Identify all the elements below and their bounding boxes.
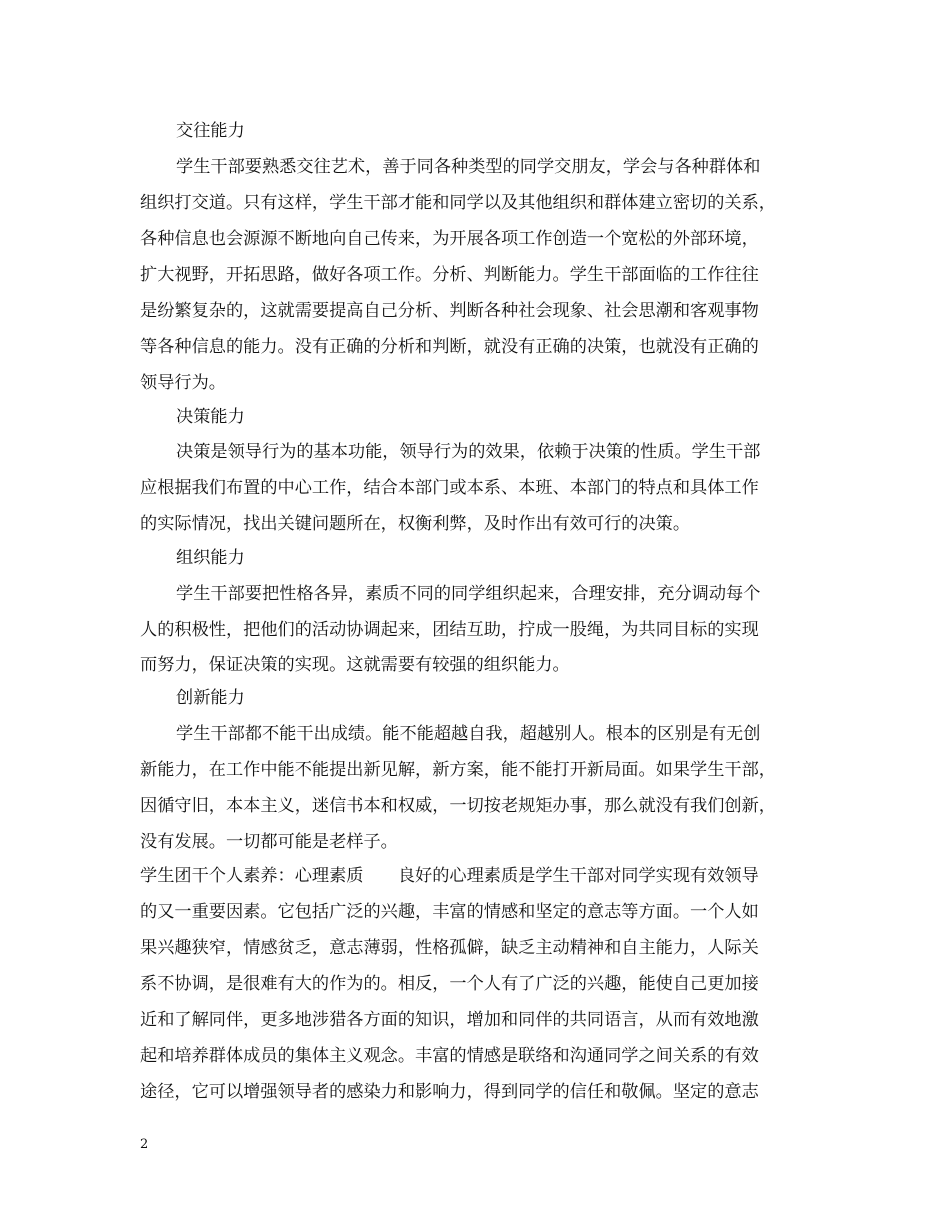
paragraph-line: 决策是领导行为的基本功能，领导行为的效果，依赖于决策的性质。学生干部 xyxy=(176,442,761,462)
heading-decision: 决策能力 xyxy=(176,407,245,427)
paragraph-line: 近和了解同伴，更多地涉猎各方面的知识，增加和同伴的共同语言，从而有效地激 xyxy=(140,1010,759,1030)
paragraph-line: 组织打交道。只有这样，学生干部才能和同学以及其他组织和群体建立密切的关系， xyxy=(140,193,776,213)
paragraph-line: 果兴趣狭窄，情感贫乏，意志薄弱，性格孤僻，缺乏主动精神和自主能力，人际关 xyxy=(140,938,759,958)
heading-communication: 交往能力 xyxy=(176,121,245,141)
paragraph-line: 系不协调，是很难有大的作为的。相反，一个人有了广泛的兴趣，能使自己更加接 xyxy=(140,974,759,994)
page-number: 2 xyxy=(140,1137,149,1152)
paragraph-line: 新能力，在工作中能不能提出新见解，新方案，能不能打开新局面。如果学生干部， xyxy=(140,760,776,780)
heading-organization: 组织能力 xyxy=(176,548,245,568)
paragraph-line: 的实际情况，找出关键问题所在，权衡利弊，及时作出有效可行的决策。 xyxy=(140,514,691,534)
paragraph-line: 起和培养群体成员的集体主义观念。丰富的情感是联络和沟通同学之间关系的有效 xyxy=(140,1046,759,1066)
paragraph-line: 途径，它可以增强领导者的感染力和影响力，得到同学的信任和敬佩。坚定的意志 xyxy=(140,1082,759,1102)
paragraph-line: 人的积极性，把他们的活动协调起来，团结互助，拧成一股绳，为共同目标的实现 xyxy=(140,620,759,640)
paragraph-line: 没有发展。一切都可能是老样子。 xyxy=(140,832,398,852)
paragraph-line: 因循守旧，本本主义，迷信书本和权威，一切按老规矩办事，那么就没有我们创新， xyxy=(140,796,776,816)
paragraph-line: 等各种信息的能力。没有正确的分析和判断，就没有正确的决策，也就没有正确的 xyxy=(140,337,759,357)
paragraph-line: 是纷繁复杂的，这就需要提高自己分析、判断各种社会现象、社会思潮和客观事物 xyxy=(140,301,759,321)
paragraph-line: 而努力，保证决策的实现。这就需要有较强的组织能力。 xyxy=(140,655,570,675)
paragraph-line: 各种信息也会源源不断地向自己传来，为开展各项工作创造一个宽松的外部环境， xyxy=(140,229,759,249)
paragraph-line: 的又一重要因素。它包括广泛的兴趣，丰富的情感和坚定的意志等方面。一个人如 xyxy=(140,902,759,922)
paragraph-line: 学生干部要把性格各异，素质不同的同学组织起来，合理安排，充分调动每个 xyxy=(176,584,761,604)
paragraph-line: 学生干部都不能干出成绩。能不能超越自我，超越别人。根本的区别是有无创 xyxy=(176,724,761,744)
paragraph-line: 扩大视野，开拓思路，做好各项工作。分析、判断能力。学生干部面临的工作往往 xyxy=(140,265,759,285)
paragraph-line-psychology: 学生团干个人素养：心理素质 良好的心理素质是学生干部对同学实现有效领导 xyxy=(140,866,759,886)
heading-innovation: 创新能力 xyxy=(176,688,245,708)
paragraph-line: 应根据我们布置的中心工作，结合本部门或本系、本班、本部门的特点和具体工作 xyxy=(140,478,759,498)
paragraph-line: 学生干部要熟悉交往艺术，善于同各种类型的同学交朋友，学会与各种群体和 xyxy=(176,157,761,177)
paragraph-line: 领导行为。 xyxy=(140,373,226,393)
